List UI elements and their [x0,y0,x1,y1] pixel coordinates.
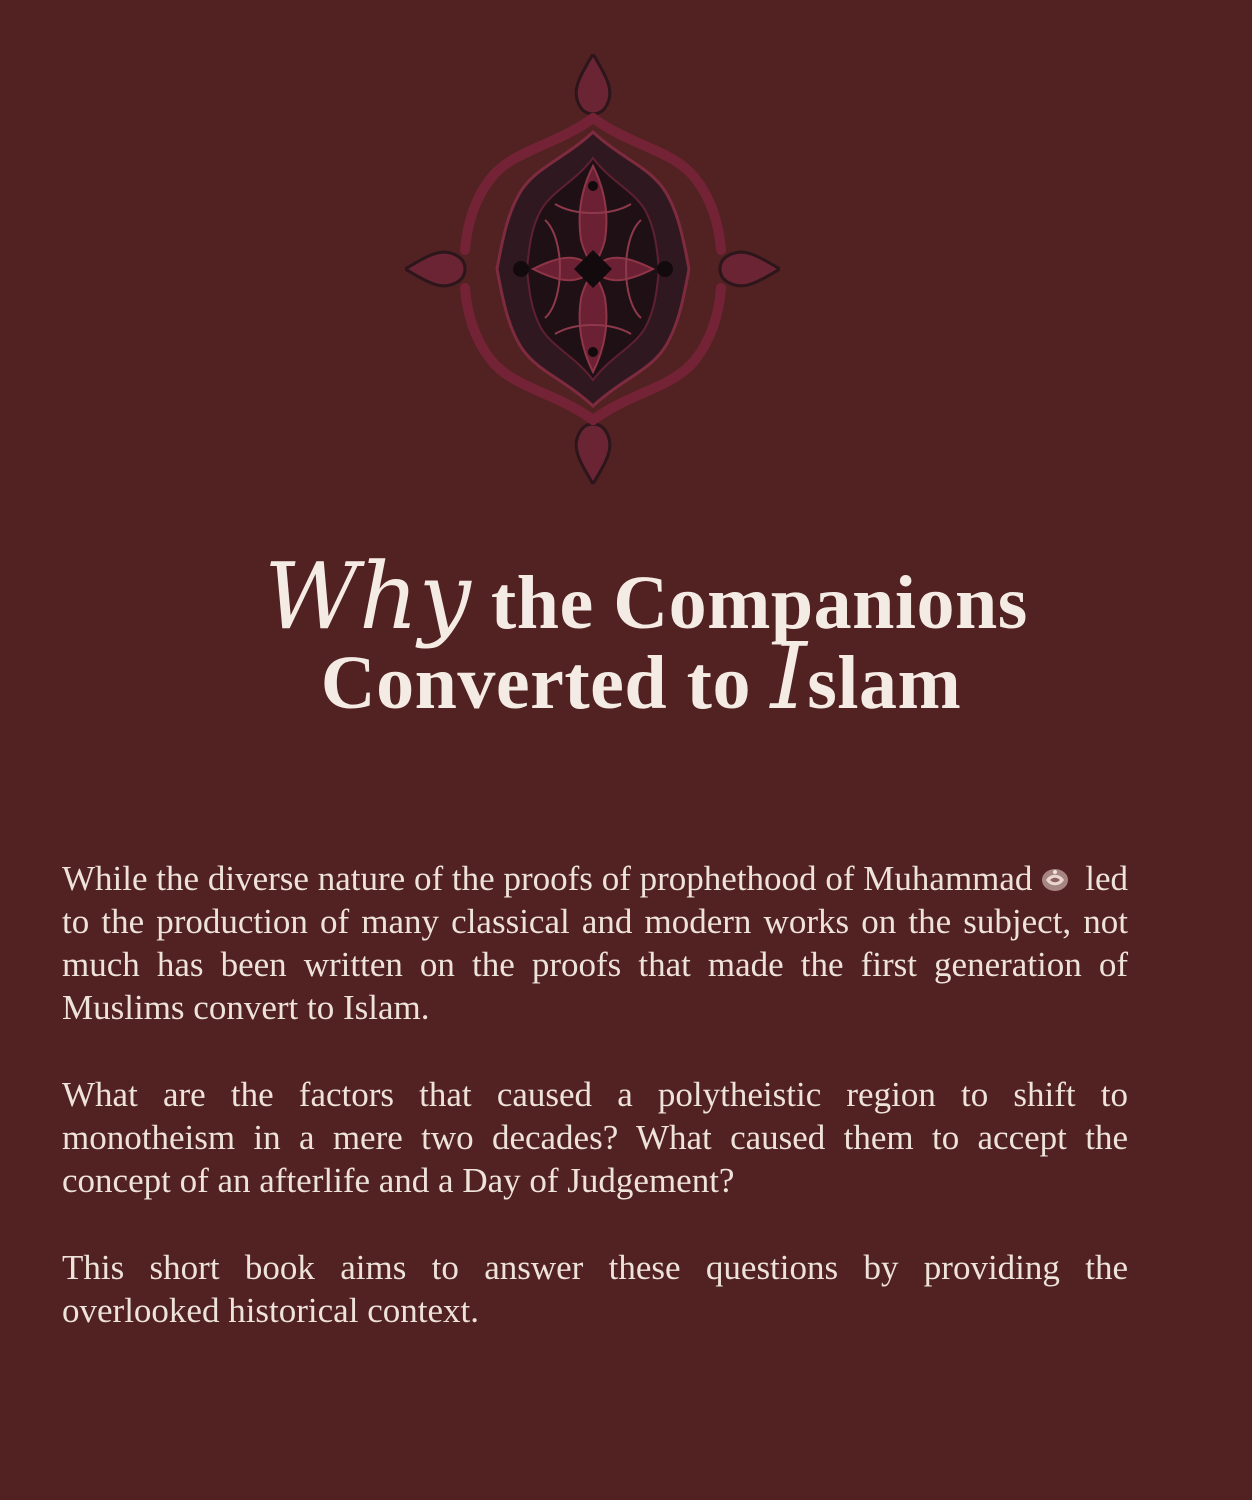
title-line-1-text: the Companions [471,561,1028,645]
title-line-2 [30,623,1252,730]
title-line-2-start: Converted to [320,641,771,725]
title-line-1 [40,543,1252,650]
salawat-honorific-icon [1040,866,1070,894]
blurb-paragraph-1 [62,857,1128,1029]
blurb-paragraph-3: This short book aims to answer these questions by providing the overlooked historical context. [62,1248,1128,1330]
blurb-paragraph-1-end: led to the production of many classical and modern works on the subject, not much has been written on the proofs that made the first generation of Muslims convert to Islam. [62,859,1128,1027]
title-line-2-end: slam [807,641,962,725]
blurb-paragraph-2: What are the factors that caused a polytheistic region to shift to monotheism in a mere two decades? What caused them to accept the concept of an afterlife and a Day of Judgement? [62,1075,1128,1200]
arabesque-ornament-icon [405,54,780,484]
blurb-paragraph-1-start: While the diverse nature of the proofs of prophethood of Muhammad [62,859,1033,898]
blurb [62,857,1128,1376]
title-swash-i: I [770,623,808,730]
book-title [0,543,1252,730]
title-swash-why: Why [264,543,472,650]
